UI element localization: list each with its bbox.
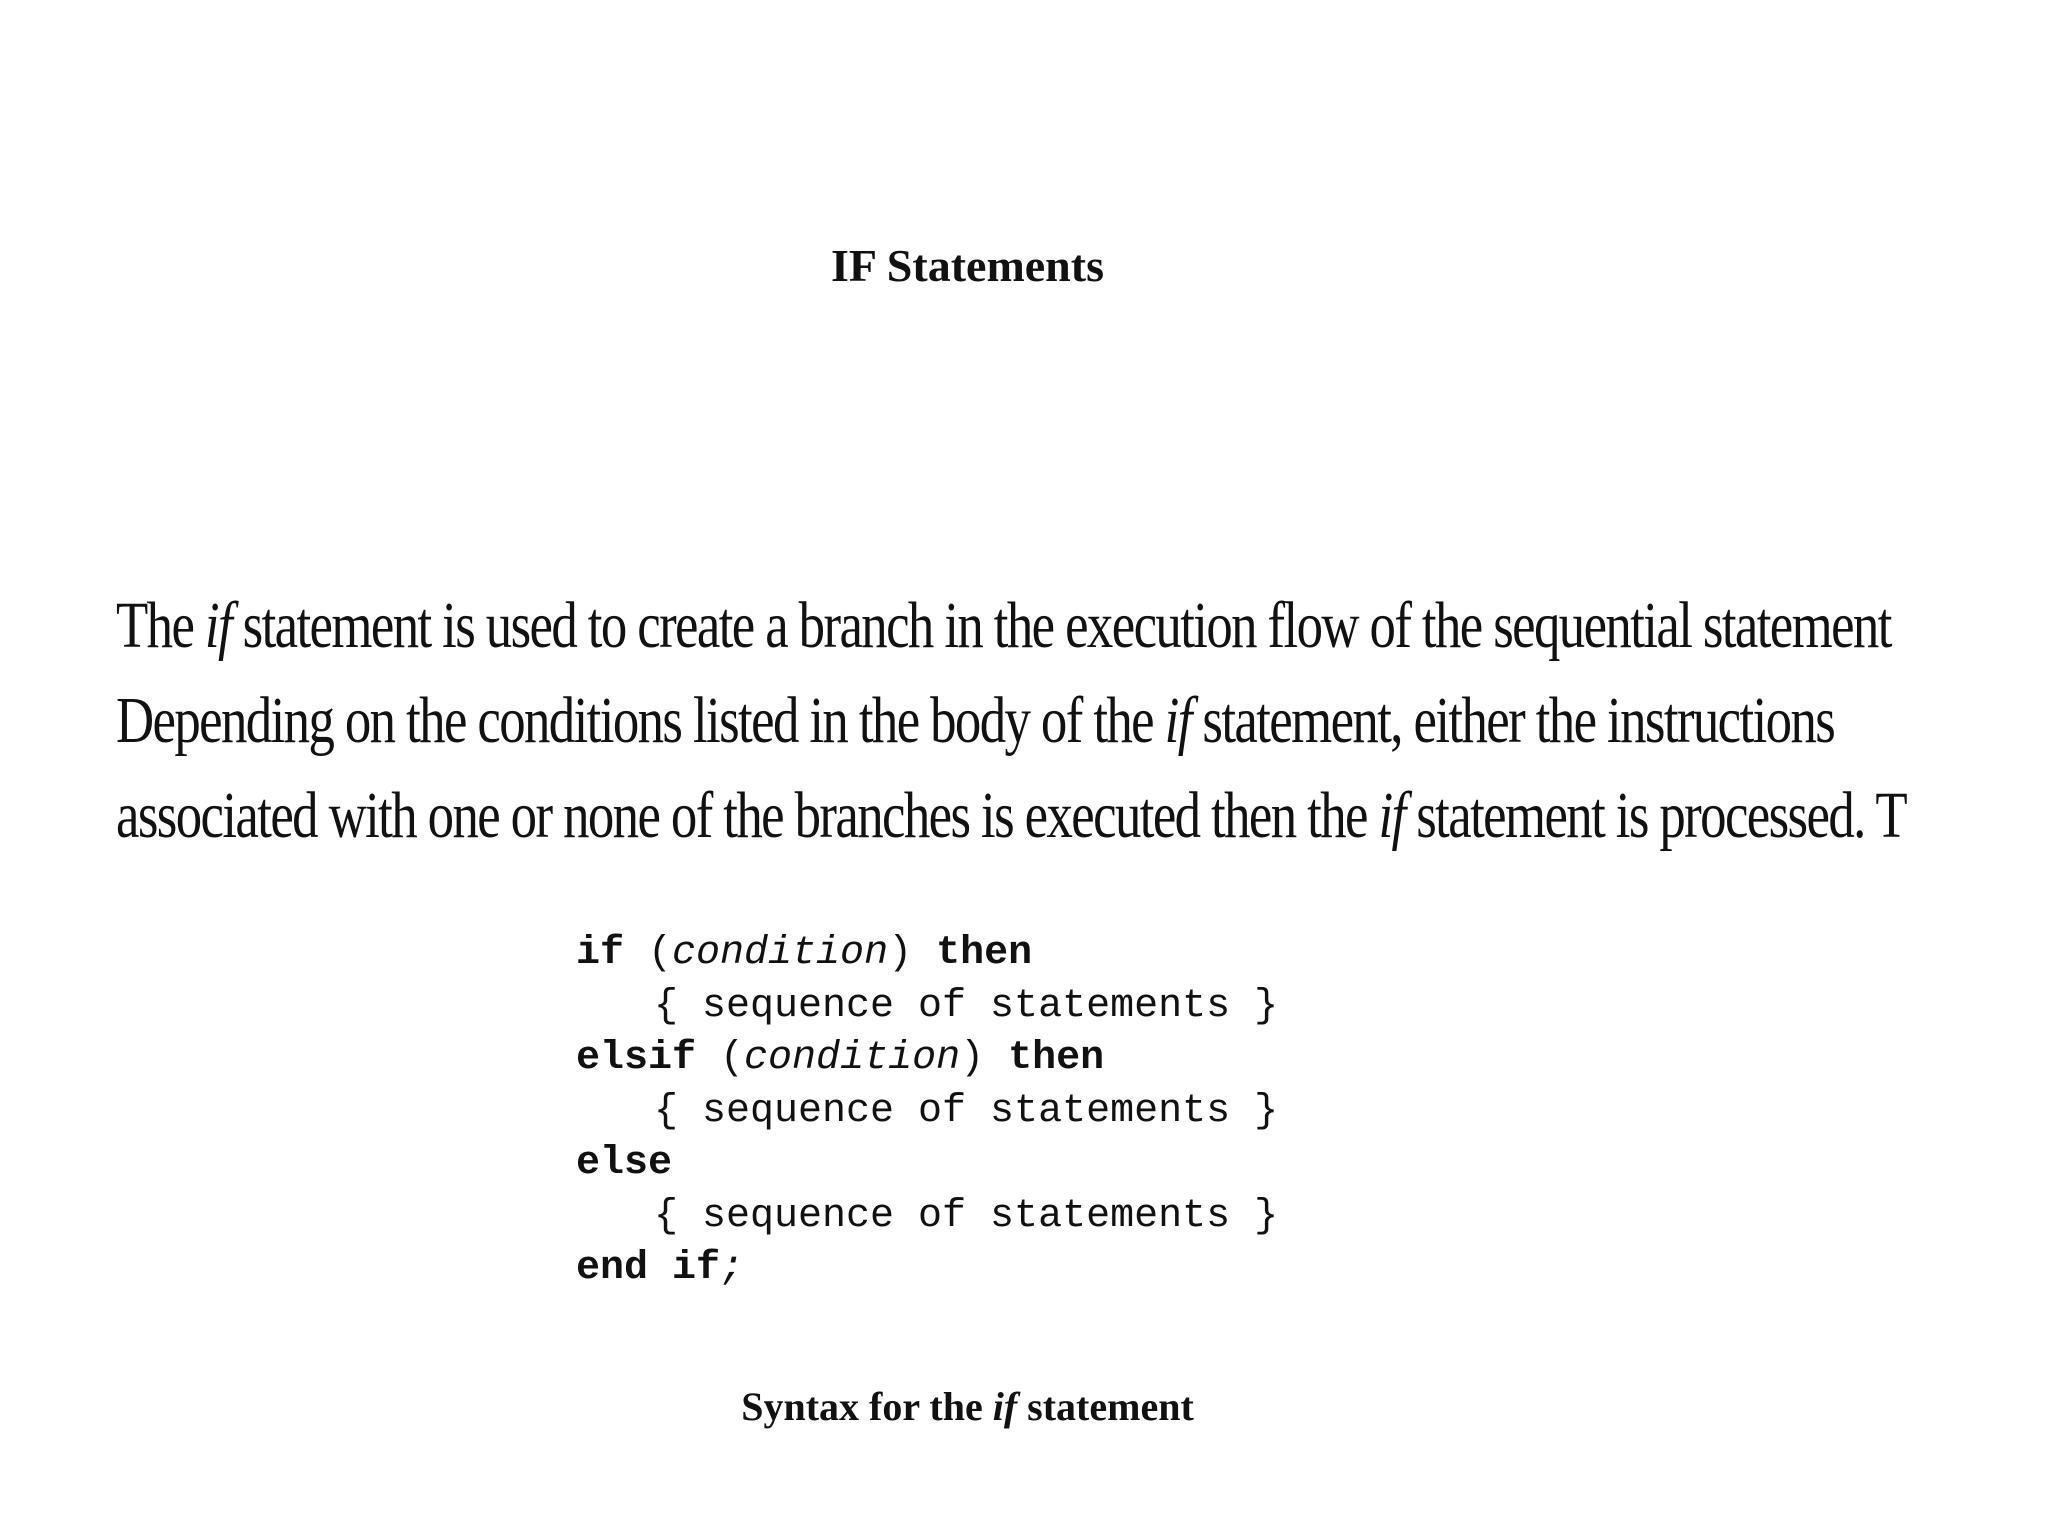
paragraph-text: associated with one or none of the branches is executed then the — [116, 779, 1379, 852]
code-keyword: elsif — [576, 1036, 697, 1081]
code-line-elsif — [576, 1033, 1278, 1086]
code-line-body — [576, 981, 1278, 1034]
code-line-body — [576, 1086, 1278, 1139]
caption-text: Syntax for the — [741, 1384, 993, 1429]
code-condition: condition — [672, 931, 889, 976]
paragraph-line-2 — [116, 673, 1948, 768]
code-block — [576, 928, 1278, 1296]
code-line-end-if — [576, 1243, 1278, 1296]
page-title: IF Statements — [831, 240, 1104, 291]
if-keyword-italic: if — [992, 1384, 1018, 1429]
paragraph-line-1 — [116, 578, 1948, 673]
paragraph-text: statement is processed. T — [1404, 779, 1907, 852]
code-paren: ( — [696, 1036, 745, 1081]
code-line-else — [576, 1138, 1278, 1191]
code-keyword: else — [576, 1141, 673, 1186]
code-line-if — [576, 928, 1278, 981]
code-line-body — [576, 1191, 1278, 1244]
code-keyword: then — [1008, 1036, 1105, 1081]
if-keyword-italic: if — [204, 589, 232, 662]
intro-paragraph — [116, 578, 1907, 863]
paragraph-text: statement, either the instructions — [1190, 684, 1835, 757]
paragraph-text: statement is used to create a branch in the execution flow of the sequential statement — [231, 589, 1891, 662]
paragraph-line-3 — [116, 768, 1948, 863]
if-keyword-italic: if — [1164, 684, 1191, 757]
paragraph-text: The — [116, 589, 205, 662]
code-keyword: then — [936, 931, 1033, 976]
code-keyword: if — [576, 931, 625, 976]
code-paren: ) — [960, 1036, 1009, 1081]
code-body: { sequence of statements } — [654, 1088, 1279, 1134]
code-condition: condition — [744, 1036, 961, 1081]
code-body: { sequence of statements } — [654, 983, 1279, 1029]
code-paren: ) — [888, 931, 937, 976]
code-body: { sequence of statements } — [654, 1193, 1279, 1239]
code-keyword: end if — [576, 1246, 721, 1291]
if-keyword-italic: if — [1378, 779, 1405, 852]
figure-caption — [0, 1382, 1935, 1432]
code-paren: ( — [624, 931, 673, 976]
paragraph-text: Depending on the conditions listed in the body of the — [116, 684, 1165, 757]
code-terminator: ; — [720, 1246, 745, 1291]
caption-text: statement — [1017, 1384, 1194, 1429]
